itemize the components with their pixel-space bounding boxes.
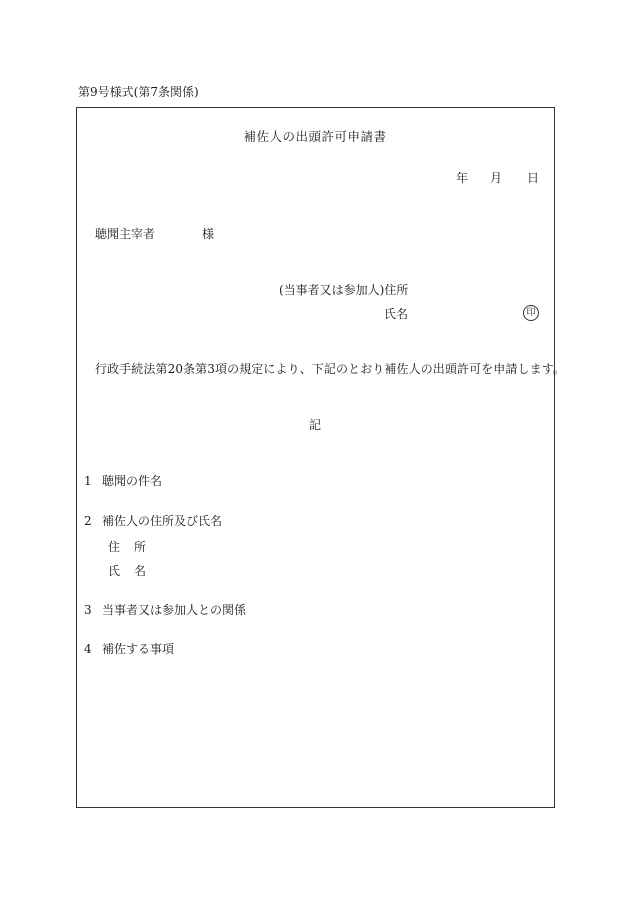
item-2-number: 2 (84, 514, 92, 528)
item-3-number: 3 (84, 603, 92, 617)
date-year-label: 年 (456, 171, 469, 185)
addressee-honorific: 様 (202, 227, 215, 241)
item-1-label: 聴聞の件名 (102, 474, 163, 488)
item-2-label: 補佐人の住所及び氏名 (102, 514, 223, 528)
item-2-name-label: 氏 名 (108, 564, 147, 578)
date-month-label: 月 (490, 171, 503, 185)
applicant-address-label: (当事者又は参加人)住所 (279, 283, 409, 297)
item-3-label: 当事者又は参加人との関係 (102, 603, 247, 617)
item-1-number: 1 (84, 474, 92, 488)
addressee-label: 聴聞主宰者 (95, 227, 156, 241)
seal-mark-icon: 印 (523, 305, 539, 321)
applicant-name-label: 氏名 (384, 307, 409, 321)
form-number-label: 第9号様式(第7条関係) (78, 85, 199, 99)
document-title: 補佐人の出頭許可申請書 (243, 129, 387, 144)
item-4-number: 4 (84, 642, 92, 656)
item-4-label: 補佐する事項 (102, 642, 175, 656)
date-day-label: 日 (527, 171, 540, 185)
ki-heading: 記 (308, 418, 321, 432)
request-statement: 行政手続法第20条第3項の規定により、下記のとおり補佐人の出頭許可を申請します。 (95, 362, 565, 376)
form-frame (76, 107, 555, 808)
item-2-address-label: 住 所 (108, 540, 147, 554)
